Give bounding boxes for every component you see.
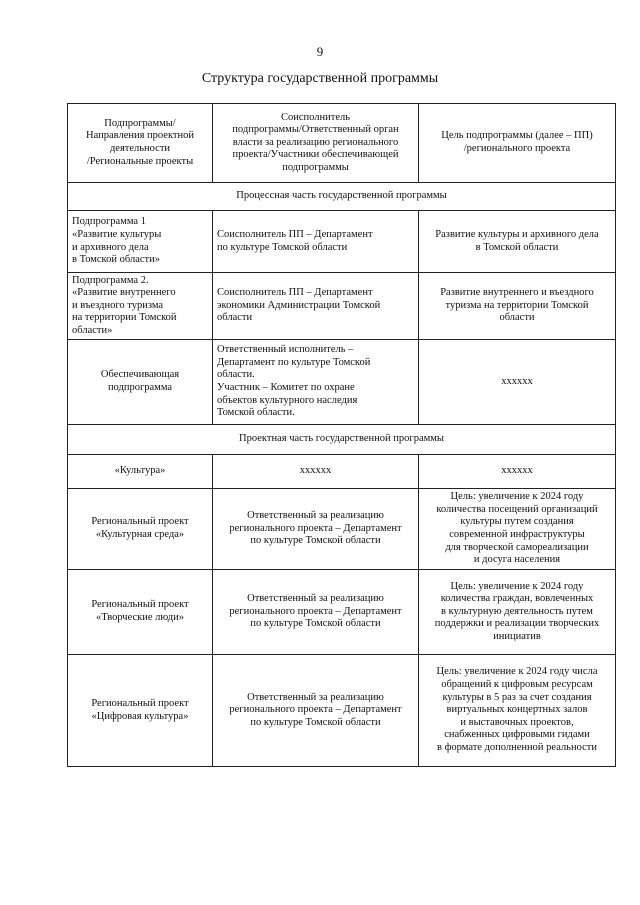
cell-line: в Томской области» <box>72 254 160 266</box>
cell-line: и выставочных проектов, <box>460 716 574 728</box>
row-name-support <box>68 340 213 425</box>
table-row <box>68 273 616 340</box>
cell-line: подпрограммы/Ответственный орган <box>232 124 399 136</box>
cell-line: и досуга населения <box>473 554 561 566</box>
row-name-culture <box>68 455 213 489</box>
table-row <box>68 340 616 425</box>
cell-line: «Культура» <box>114 465 166 477</box>
cell-line: регионального проекта – Департамент <box>229 522 402 534</box>
cell-line: инициатив <box>493 630 541 642</box>
program-structure-table <box>67 103 616 767</box>
cell-line: «Развитие внутреннего <box>72 287 176 299</box>
cell-line: количества граждан, вовлеченных <box>440 593 594 605</box>
table-header-row <box>68 104 616 183</box>
cell-line: области. <box>217 369 255 381</box>
cell-line: экономики Администрации Томской <box>217 299 381 311</box>
row-goal-subprogram-1 <box>419 211 616 273</box>
row-executor-subprogram-2 <box>213 273 419 340</box>
cell-line: по культуре Томской области <box>250 618 381 630</box>
cell-line: Развитие внутреннего и въездного <box>440 287 594 299</box>
row-goal-subprogram-2 <box>419 273 616 340</box>
cell-line: количества посещений организаций <box>436 503 598 515</box>
cell-line: Департамент по культуре Томской <box>217 356 371 368</box>
cell-line: области <box>499 312 535 324</box>
cell-line: культуры в 5 раз за счет создания <box>442 691 592 703</box>
cell-line: Ответственный исполнитель – <box>217 344 354 356</box>
cell-line: в формате дополненной реальности <box>437 741 597 753</box>
row-executor-support <box>213 340 419 425</box>
table-row <box>68 489 616 570</box>
cell-line: подпрограмма <box>107 382 173 393</box>
section-title-project: Проектная часть государственной программы <box>68 425 616 455</box>
cell-line: «Культурная среда» <box>95 529 185 540</box>
cell-line: Ответственный за реализацию <box>247 691 384 703</box>
cell-line: культуры путем создания <box>460 516 574 528</box>
section-row-project <box>68 425 616 455</box>
row-name-rp-digital-culture <box>68 655 213 767</box>
row-goal-support <box>419 340 616 425</box>
table-row <box>68 655 616 767</box>
row-name-subprogram-1 <box>68 211 213 273</box>
cell-line: «Развитие культуры <box>72 228 162 240</box>
cell-line: Обеспечивающая <box>100 369 180 381</box>
cell-line: Ответственный за реализацию <box>247 510 384 522</box>
cell-line: Подпрограмма 2. <box>72 274 149 286</box>
cell-line: Соисполнитель ПП – Департамент <box>217 287 373 299</box>
cell-line: «Творческие люди» <box>96 612 184 623</box>
row-executor-rp-cultural-environment <box>213 489 419 570</box>
section-title-process: Процессная часть государственной программы <box>68 183 616 211</box>
document-title: Структура государственной программы <box>201 71 439 86</box>
cell-line: Соисполнитель ПП – Департамент <box>217 228 373 240</box>
row-goal-rp-cultural-environment <box>419 489 616 570</box>
header-cell-goal <box>419 104 616 183</box>
cell-line: Соисполнитель <box>280 111 351 123</box>
cell-line: Цель: увеличение к 2024 году числа <box>436 666 598 678</box>
cell-line: власти за реализацию регионального <box>232 136 399 148</box>
cell-line: на территории Томской <box>72 312 177 324</box>
cell-line: Направления проектной <box>86 130 194 142</box>
cell-line: Региональный проект <box>91 516 189 528</box>
cell-line: снабженных цифровыми гидами <box>444 729 590 741</box>
header-cell-executor <box>213 104 419 183</box>
header-cell-subprograms <box>68 104 213 183</box>
cell-line: области <box>217 312 253 324</box>
cell-line: Региональный проект <box>91 599 189 611</box>
cell-line: проекта/Участники обеспечивающей <box>232 149 399 161</box>
cell-line: туризма на территории Томской <box>445 299 589 311</box>
cell-line: /Региональные проекты <box>86 155 194 167</box>
cell-line: Томской области. <box>217 407 295 419</box>
cell-line: «Цифровая культура» <box>91 710 189 722</box>
section-row-process <box>68 183 616 211</box>
row-executor-culture <box>213 455 419 489</box>
cell-line: по культуре Томской области <box>217 241 348 253</box>
cell-line: для творческой самореализации <box>445 541 589 553</box>
cell-line: по культуре Томской области <box>250 535 381 547</box>
cell-line: современной инфраструктуры <box>449 529 585 540</box>
cell-line: подпрограммы <box>282 161 349 173</box>
cell-line: Развитие культуры и архивного дела <box>435 228 599 240</box>
cell-line: Региональный проект <box>91 697 189 709</box>
cell-line: по культуре Томской области <box>250 716 381 728</box>
cell-line: области» <box>72 324 113 336</box>
cell-line: регионального проекта – Департамент <box>229 605 402 617</box>
cell-line: и въездного туризма <box>72 299 164 311</box>
cell-line: деятельности <box>109 143 171 154</box>
cell-line: Подпрограммы/ <box>104 117 176 129</box>
row-goal-rp-creative-people <box>419 570 616 655</box>
row-goal-rp-digital-culture <box>419 655 616 767</box>
row-executor-rp-creative-people <box>213 570 419 655</box>
table-row <box>68 455 616 489</box>
row-name-rp-creative-people <box>68 570 213 655</box>
page-number: 9 <box>316 44 324 59</box>
row-name-subprogram-2 <box>68 273 213 340</box>
cell-line: Подпрограмма 1 <box>72 216 146 228</box>
cell-line: в культурную деятельность путем <box>441 605 593 617</box>
row-goal-culture <box>419 455 616 489</box>
cell-line: Цель подпрограммы (далее – ПП) <box>441 130 593 142</box>
cell-line: Цель: увеличение к 2024 году <box>450 491 584 503</box>
cell-line: /регионального проекта <box>463 143 571 154</box>
cell-line: в Томской области <box>475 241 559 253</box>
table-row <box>68 570 616 655</box>
table-row <box>68 211 616 273</box>
cell-line: Участник – Комитет по охране <box>217 382 355 393</box>
cell-line: и архивного дела <box>72 241 149 253</box>
cell-line: xxxxxx <box>501 375 533 387</box>
cell-line: xxxxxx <box>501 465 533 477</box>
cell-line: поддержки и реализации творческих <box>434 618 600 630</box>
cell-line: виртуальных концертных залов <box>446 704 588 716</box>
cell-line: Ответственный за реализацию <box>247 593 384 605</box>
cell-line: объектов культурного наследия <box>217 394 358 406</box>
cell-line: регионального проекта – Департамент <box>229 704 402 716</box>
cell-line: обращений к цифровым ресурсам <box>441 679 593 691</box>
row-executor-subprogram-1 <box>213 211 419 273</box>
row-name-rp-cultural-environment <box>68 489 213 570</box>
cell-line: Цель: увеличение к 2024 году <box>450 580 584 592</box>
row-executor-rp-digital-culture <box>213 655 419 767</box>
cell-line: xxxxxx <box>299 465 332 477</box>
